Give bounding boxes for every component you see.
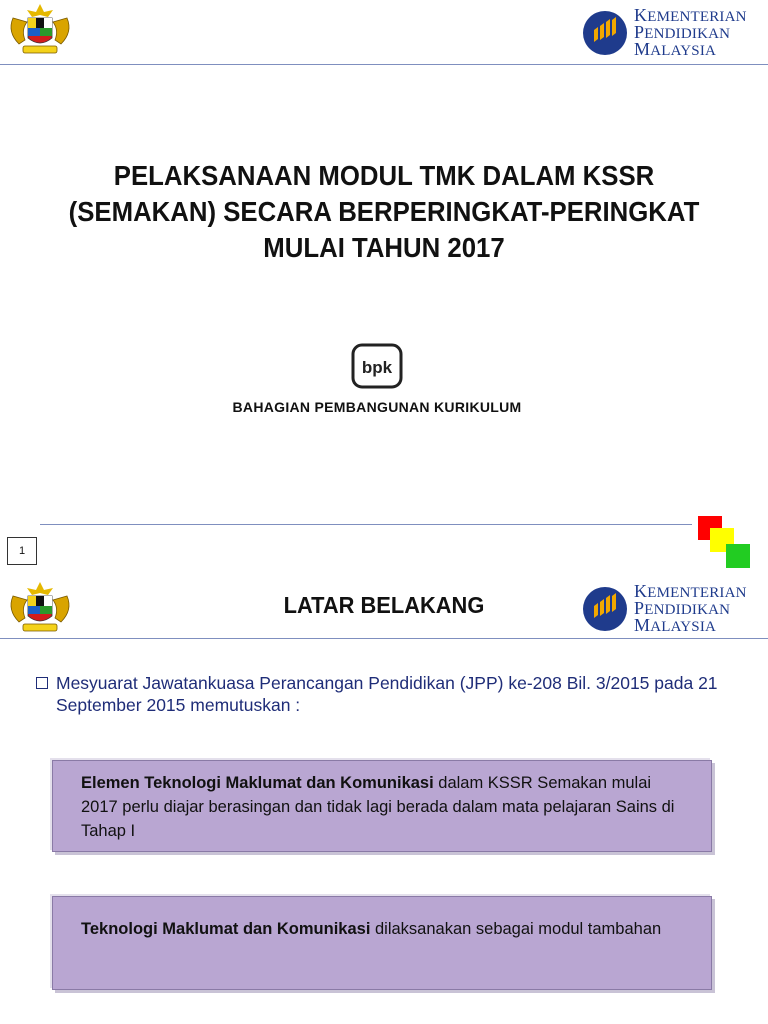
decorative-squares (698, 516, 752, 570)
decision-box-1 (52, 760, 712, 852)
bpk-logo-text: bpk (361, 358, 393, 377)
green-square (726, 544, 750, 568)
ministry-name-line2: ENDIDIKAN (644, 26, 731, 42)
ministry-name-line1: EMENTERIAN (647, 9, 747, 25)
ministry-name-initial: K (634, 5, 648, 25)
ministry-logo (582, 582, 754, 634)
ministry-name-line3: ALAYSIA (650, 43, 717, 59)
box-2-text: dilaksanakan sebagai modul tambahan (370, 920, 662, 938)
decision-box-2 (52, 896, 712, 990)
slide-heading: LATAR BELAKANG (283, 592, 485, 618)
ministry-name-line2: ENDIDIKAN (644, 602, 731, 618)
footer-divider (40, 524, 692, 525)
page-number: 1 (7, 537, 37, 565)
box-1-text: dalam KSSR Semakan mulai 2017 perlu diajar berasingan dan tidak lagi berada dalam mata pelajaran Sains di Tahap I (81, 774, 675, 840)
ministry-name-line3: ALAYSIA (650, 619, 717, 635)
ministry-name-initial: M (634, 615, 651, 635)
box-2-bold-text: Teknologi Maklumat dan Komunikasi (81, 920, 371, 938)
ministry-name-line1: EMENTERIAN (647, 585, 747, 601)
bpk-logo-icon (350, 342, 406, 390)
ministry-logo-icon (582, 586, 630, 632)
bullet-text: Mesyuarat Jawatankuasa Perancangan Pendidikan (JPP) ke-208 Bil. 3/2015 pada 21 September 2015 memutuskan : (56, 673, 718, 715)
division-name: BAHAGIAN PEMBANGUNAN KURIKULUM (232, 399, 522, 415)
ministry-name-initial: P (634, 598, 645, 618)
box-1-bold-text: Elemen Teknologi Maklumat dan Komunikasi (81, 774, 434, 792)
coat-of-arms-icon (5, 2, 75, 60)
bullet-item (36, 672, 736, 716)
header-divider (0, 638, 768, 639)
header-divider (0, 64, 768, 65)
ministry-name-initial: K (634, 581, 648, 601)
ministry-name-initial: M (634, 39, 651, 59)
ministry-name-initial: P (634, 22, 645, 42)
slide-2 (0, 572, 768, 1024)
ministry-logo-icon (582, 10, 630, 56)
slide-title: PELAKSANAAN MODUL TMK DALAM KSSR (SEMAKAN) SECARA BERPERINGKAT-PERINGKAT MULAI TAHUN 2017 (68, 160, 700, 263)
ministry-logo (582, 6, 754, 58)
checkbox-bullet-icon (36, 677, 48, 689)
